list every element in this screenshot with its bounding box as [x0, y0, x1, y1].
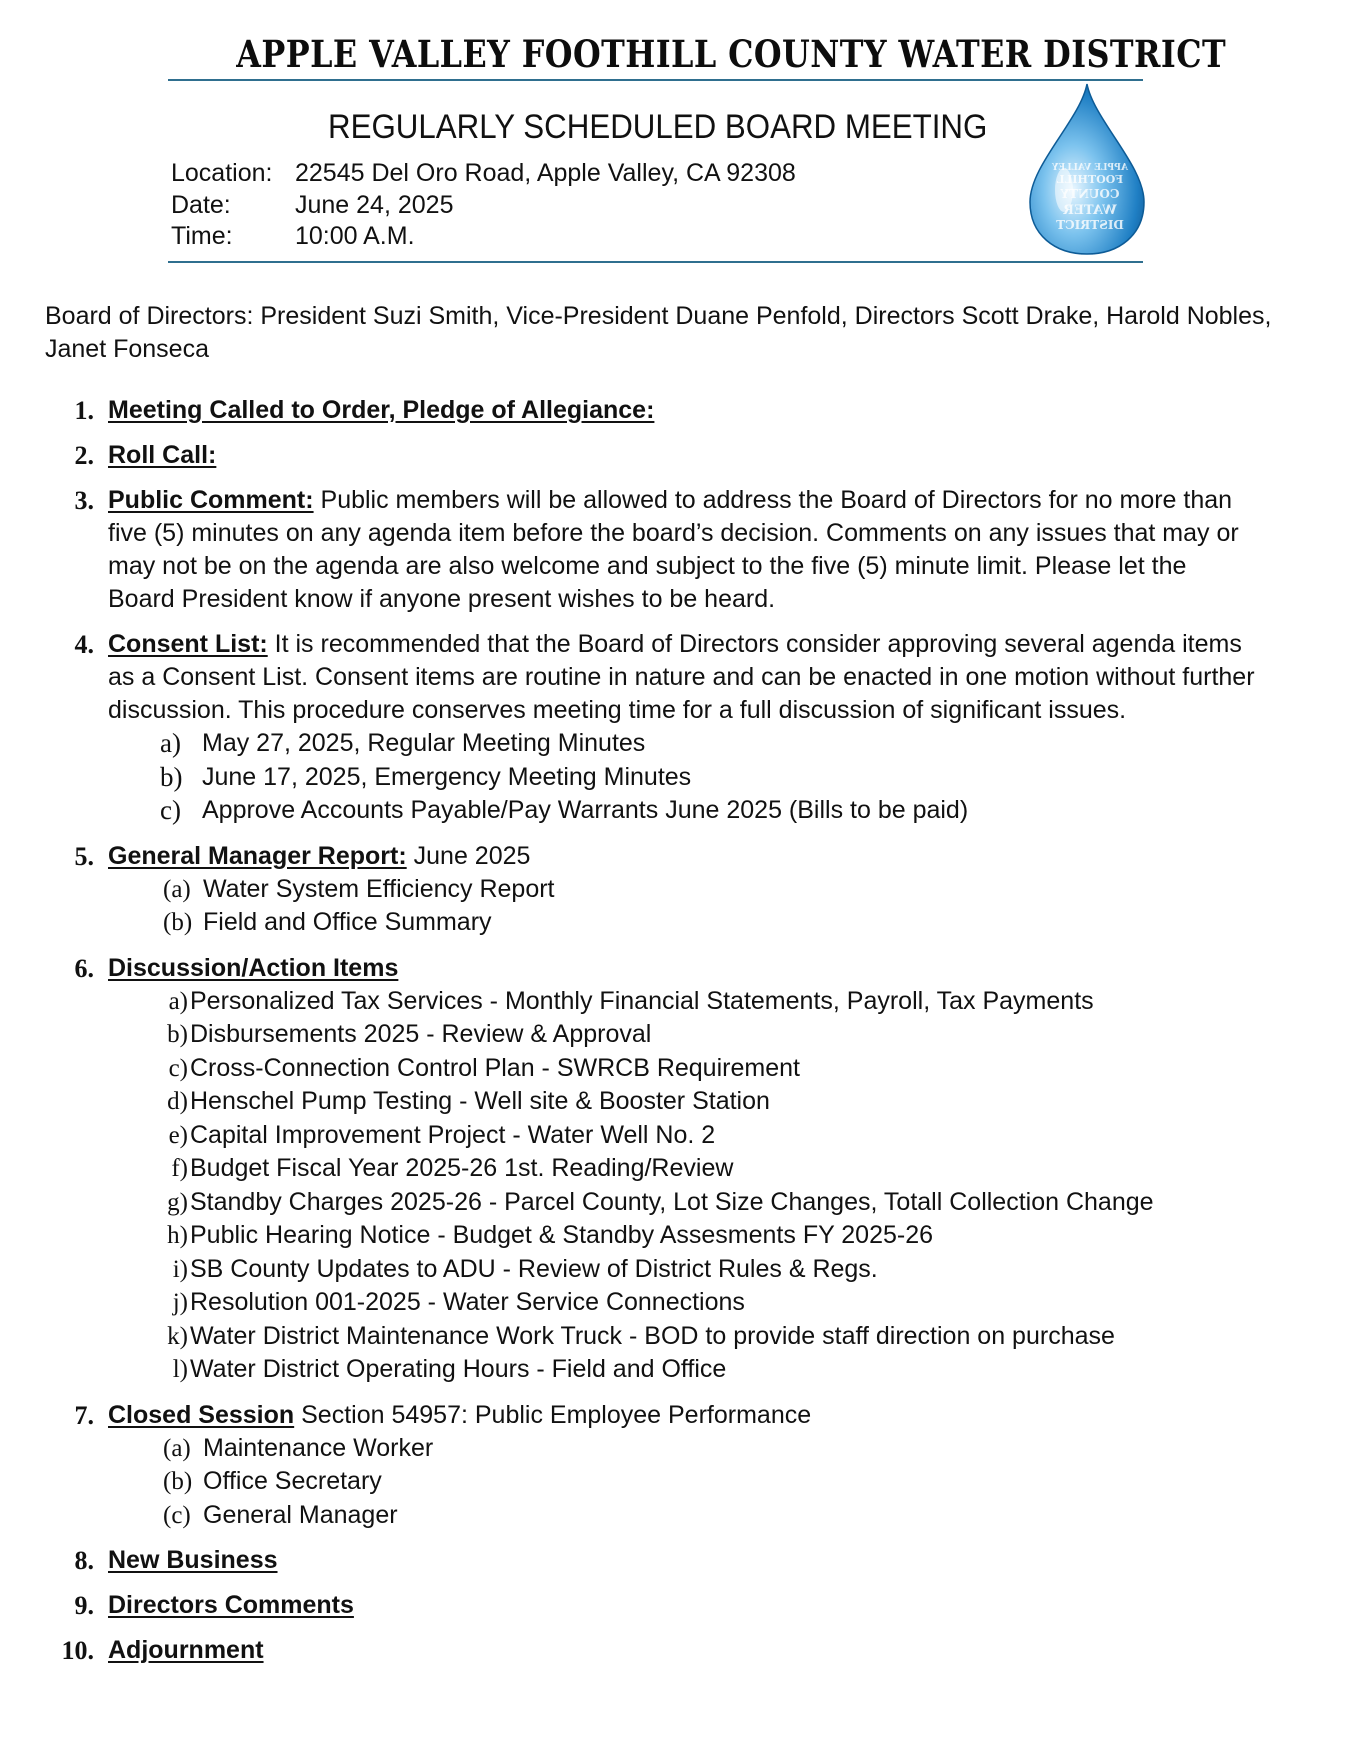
subitem-letter: (c)	[163, 1501, 191, 1529]
agenda-item-number: 5.	[74, 841, 94, 871]
svg-text:FOOTHILL: FOOTHILL	[1056, 173, 1124, 186]
agenda-item	[0, 840, 1258, 940]
agenda-item	[0, 1589, 1258, 1622]
agenda-item-body	[108, 628, 1258, 727]
subitem-text: Water System Efficiency Report	[203, 874, 555, 903]
subitem-letter: c)	[160, 795, 181, 825]
agenda-item	[0, 1634, 1258, 1667]
subitem-letter: h)	[167, 1222, 188, 1249]
subitem-text: Disbursements 2025 - Review & Approval	[190, 1020, 652, 1048]
agenda-list	[0, 394, 1352, 1679]
agenda-item-body	[108, 484, 1258, 616]
subitem-letter: d)	[167, 1088, 188, 1115]
agenda-item-body	[108, 1544, 1258, 1577]
agenda-item-heading: Meeting Called to Order, Pledge of Allegiance:	[108, 396, 655, 424]
svg-text:DISTRICT: DISTRICT	[1056, 218, 1124, 232]
agenda-subitem	[108, 1286, 1258, 1320]
subitem-letter: b)	[160, 761, 183, 792]
subitem-text: Resolution 001-2025 - Water Service Connections	[190, 1288, 745, 1316]
location-row	[171, 159, 796, 188]
agenda-item	[0, 394, 1258, 427]
agenda-item-body	[108, 840, 1258, 873]
subitem-text: Personalized Tax Services - Monthly Financial Statements, Payroll, Tax Payments	[190, 986, 1094, 1015]
agenda-item-heading: Closed Session	[108, 1400, 295, 1429]
time-value: 10:00 A.M.	[295, 222, 415, 250]
agenda-subitem	[108, 985, 1258, 1019]
agenda-item-text: Public members will be allowed to address the Board of Directors for no more than five (5) minutes on any agenda item before the board’s decision. Comments on any issues that may or may not be on the agenda are also welcome and subject to the five (5) minute limit. Please let the Board President know if anyone present wishes to be heard.	[108, 486, 1239, 613]
agenda-subitem	[108, 906, 1258, 940]
svg-text:COUNTY: COUNTY	[1060, 187, 1120, 201]
subitem-letter: j)	[172, 1289, 188, 1316]
subitem-text: Cross-Connection Control Plan - SWRCB Requirement	[190, 1053, 800, 1082]
agenda-item-body	[108, 1634, 1258, 1667]
agenda-item	[0, 439, 1258, 472]
subitem-text: Water District Operating Hours - Field and Office	[190, 1355, 727, 1383]
subitem-text: SB County Updates to ADU - Review of District Rules & Regs.	[190, 1254, 878, 1283]
agenda-item-number: 3.	[74, 486, 94, 515]
agenda-item-heading: General Manager Report:	[108, 841, 407, 870]
agenda-subitem	[108, 1353, 1258, 1387]
agenda-item-number: 10.	[61, 1636, 94, 1665]
subitem-text: Henschel Pump Testing - Well site & Booster Station	[190, 1087, 770, 1115]
agenda-item-body	[108, 1589, 1258, 1622]
agenda-subitem	[108, 1152, 1258, 1186]
agenda-subitem	[108, 1119, 1258, 1153]
subitem-letter: c)	[168, 1054, 188, 1082]
subitem-text: Field and Office Summary	[203, 908, 492, 936]
agenda-item-heading: Discussion/Action Items	[108, 953, 399, 982]
agenda-item	[0, 1399, 1258, 1533]
date-value: June 24, 2025	[295, 191, 454, 219]
agenda-item-heading: Adjournment	[108, 1636, 264, 1664]
subitem-letter: l)	[172, 1356, 188, 1383]
subitem-text: Maintenance Worker	[203, 1433, 434, 1462]
subitem-letter: a)	[160, 728, 181, 758]
subitem-letter: a)	[168, 987, 188, 1015]
date-label: Date:	[171, 191, 231, 219]
svg-text:APPLE VALLEY: APPLE VALLEY	[1051, 163, 1129, 173]
header-bottom-rule	[168, 261, 1143, 263]
location-value: 22545 Del Oro Road, Apple Valley, CA 92308	[295, 159, 796, 187]
agenda-item-text: Section 54957: Public Employee Performance	[294, 1400, 812, 1429]
agenda-subitem	[108, 1052, 1258, 1086]
agenda-subitem	[108, 1499, 1258, 1533]
agenda-subitem	[108, 1186, 1258, 1220]
agenda-subitem	[108, 794, 1258, 828]
agenda-item-number: 9.	[74, 1591, 94, 1620]
agenda-item	[0, 952, 1258, 1387]
location-label: Location:	[171, 159, 273, 187]
subitem-letter: b)	[167, 1021, 188, 1048]
subitem-letter: (b)	[163, 909, 193, 936]
agenda-item-body	[108, 952, 1258, 985]
subitem-letter: (a)	[163, 1434, 191, 1462]
agenda-subitem	[108, 1432, 1258, 1466]
subitem-text: May 27, 2025, Regular Meeting Minutes	[202, 729, 646, 757]
agenda-subitem	[108, 1219, 1258, 1253]
agenda-item-body	[108, 439, 1258, 472]
subitem-letter: (a)	[163, 875, 191, 903]
agenda-subitems	[0, 1432, 1258, 1533]
agenda-item-text: It is recommended that the Board of Directors consider approving several agenda items as a Consent List. Consent items are routine in nature and can be enacted in one motion without further discussion. This procedure conserves meeting time for a full discussion of significant issues.	[108, 630, 1255, 724]
subitem-letter: i)	[172, 1255, 188, 1283]
agenda-item-number: 8.	[74, 1546, 94, 1575]
district-title: APPLE VALLEY FOOTHILL COUNTY WATER DISTRICT	[236, 32, 1227, 76]
agenda-item-heading: Public Comment:	[108, 486, 314, 514]
agenda-item-number: 1.	[74, 396, 94, 425]
header-top-rule	[168, 79, 1143, 81]
agenda-item-heading: Directors Comments	[108, 1591, 354, 1619]
agenda-subitem	[108, 1253, 1258, 1287]
subitem-text: Capital Improvement Project - Water Well No. 2	[190, 1120, 716, 1149]
meeting-subtitle: REGULARLY SCHEDULED BOARD MEETING	[328, 108, 988, 146]
subitem-text: General Manager	[203, 1500, 398, 1529]
agenda-item	[0, 484, 1258, 616]
subitem-text: Public Hearing Notice - Budget & Standby Assesments FY 2025-26	[190, 1221, 934, 1249]
agenda-subitems	[0, 727, 1258, 828]
agenda-subitem	[108, 1465, 1258, 1499]
subitem-text: June 17, 2025, Emergency Meeting Minutes	[202, 762, 692, 791]
subitem-letter: g)	[167, 1188, 188, 1216]
subitem-text: Approve Accounts Payable/Pay Warrants June 2025 (Bills to be paid)	[202, 796, 969, 824]
date-row	[171, 191, 453, 220]
svg-text:WATER: WATER	[1063, 203, 1117, 218]
agenda-subitem	[108, 727, 1258, 761]
agenda-item-number: 6.	[74, 953, 94, 983]
agenda-subitems	[0, 873, 1258, 940]
agenda-item	[0, 1544, 1258, 1577]
agenda-subitems	[0, 985, 1258, 1387]
agenda-item	[0, 628, 1258, 828]
agenda-item-number: 7.	[74, 1400, 94, 1430]
agenda-item-heading: Roll Call:	[108, 441, 217, 469]
time-label: Time:	[171, 222, 233, 250]
water-drop-logo	[1024, 80, 1150, 258]
subitem-text: Standby Charges 2025-26 - Parcel County, Lot Size Changes, Totall Collection Change	[190, 1187, 1154, 1216]
agenda-subitem	[108, 873, 1258, 907]
agenda-subitem	[108, 1320, 1258, 1354]
agenda-item-number: 4.	[74, 630, 94, 659]
subitem-text: Water District Maintenance Work Truck - BOD to provide staff direction on purchase	[190, 1321, 1115, 1350]
agenda-subitem	[108, 1018, 1258, 1052]
subitem-letter: (b)	[163, 1468, 193, 1495]
agenda-item-text: June 2025	[406, 841, 531, 870]
agenda-item-heading: New Business	[108, 1546, 278, 1574]
agenda-item-heading: Consent List:	[108, 630, 268, 658]
agenda-item-body	[108, 1399, 1258, 1432]
agenda-subitem	[108, 761, 1258, 795]
subitem-letter: e)	[168, 1121, 188, 1149]
subitem-text: Budget Fiscal Year 2025-26 1st. Reading/Review	[190, 1154, 734, 1182]
agenda-subitem	[108, 1085, 1258, 1119]
agenda-item-body	[108, 394, 1258, 427]
agenda-item-number: 2.	[74, 441, 94, 470]
subitem-letter: k)	[167, 1322, 188, 1350]
board-of-directors: Board of Directors: President Suzi Smith, Vice-President Duane Penfold, Directors Scott Drake, Harold Nobles, Janet Fonseca	[45, 302, 1272, 363]
subitem-text: Office Secretary	[203, 1467, 382, 1495]
subitem-letter: f)	[171, 1155, 188, 1182]
time-row	[171, 222, 415, 251]
